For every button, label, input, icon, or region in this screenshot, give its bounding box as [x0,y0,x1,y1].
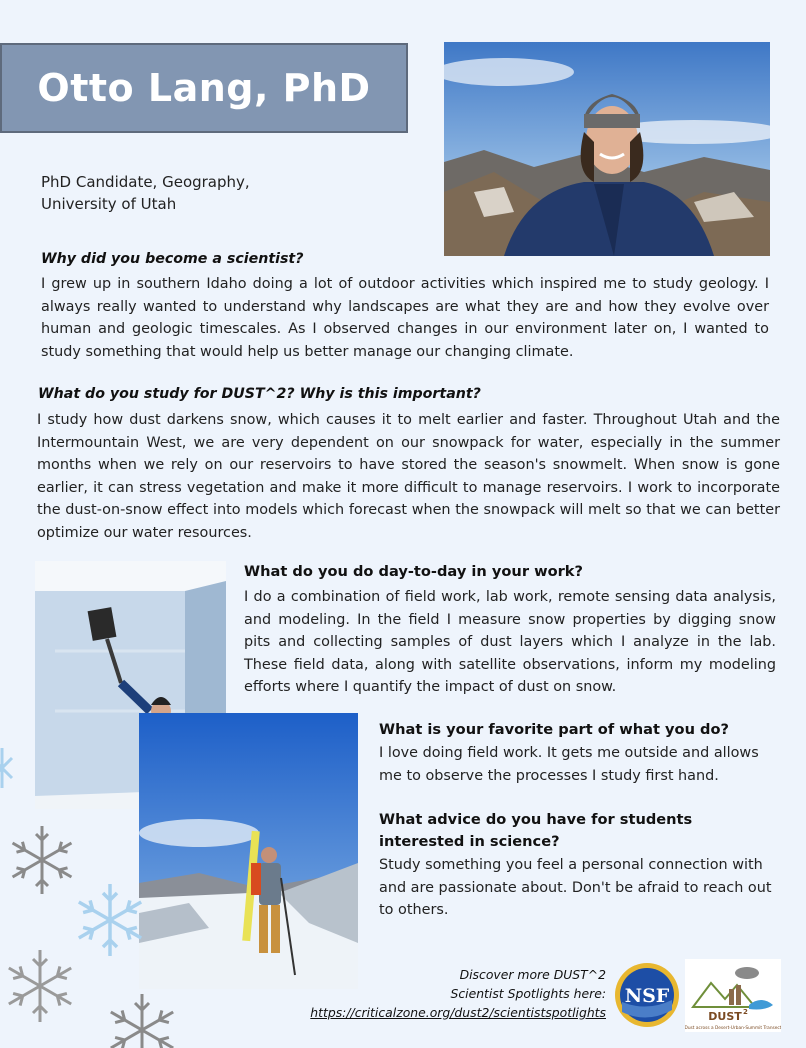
dust2-logo-superscript: 2 [743,1008,748,1016]
snowflake-icon [0,946,80,1026]
skier-photo [139,713,358,989]
snowflake-icon [102,990,182,1048]
answer-day-to-day: I do a combination of field work, lab work, remote sensing data analysis, and modeling. In the field I measure snow properties by digging snow pits and collecting samples of dust layers which I analyze in the lab. These field data, along with satellite observations, inform my modeling efforts where I quantify the impact of dust on snow. [244,589,776,695]
footer-text [300,965,606,1022]
snowflake-icon [70,880,150,960]
answer-what-study: I study how dust darkens snow, which causes it to melt earlier and faster. Throughout Utah and the Intermountain West, we are very dependent on our snowpack for water, especially in the summer months when we rely on our reservoirs to have stored the season's snowmelt. When snow is gone earlier, it can stress vegetation and make it more difficult to manage reservoirs. I work to incorporate the dust-on-snow effect into models which forecast when the snowpack will melt so that we can better optimize our water resources. [37,412,780,541]
question-what-study: What do you study for DUST^2? Why is this important? [38,386,481,402]
dust2-logo [685,959,781,1032]
answer-favorite-part: I love doing field work. It gets me outside and allows me to observe the processes I study first hand. [379,745,759,784]
nsf-logo-text: NSF [624,985,670,1007]
dust2-logo-tagline: Dust across a Desert-Urban-Summit Transect [685,1026,781,1031]
answer-why-scientist: I grew up in southern Idaho doing a lot of outdoor activities which inspired me to study geology. I always really wanted to understand why landscapes are what they are and how they evolve over human and geologic timescales. As I observed changes in our environment later on, I wanted to study something that would help us better manage our changing climate. [41,276,769,360]
affiliation-line-1: PhD Candidate, Geography, [41,173,250,191]
footer-line-2: Scientist Spotlights here: [450,986,606,1001]
footer-link[interactable]: https://criticalzone.org/dust2/scientistspotlights [310,1005,606,1020]
nsf-logo [614,962,680,1028]
affiliation-line-2: University of Utah [41,195,177,213]
answer-advice: Study something you feel a personal connection with and are passionate about. Don't be afraid to reach out to others. [379,857,772,918]
portrait-photo [444,42,770,256]
question-favorite-part: What is your favorite part of what you do? [379,721,729,738]
snowflake-icon [0,748,18,808]
question-advice: What advice do you have for students interested in science? [379,811,693,850]
question-day-to-day: What do you do day-to-day in your work? [244,563,583,580]
title-banner [0,43,408,133]
dust2-logo-text: DUST [708,1010,742,1023]
page-title: Otto Lang, PhD [37,66,371,110]
question-why-scientist: Why did you become a scientist? [41,251,304,267]
footer-line-1: Discover more DUST^2 [459,967,606,982]
snowflake-icon [4,822,80,898]
affiliation [41,171,250,215]
